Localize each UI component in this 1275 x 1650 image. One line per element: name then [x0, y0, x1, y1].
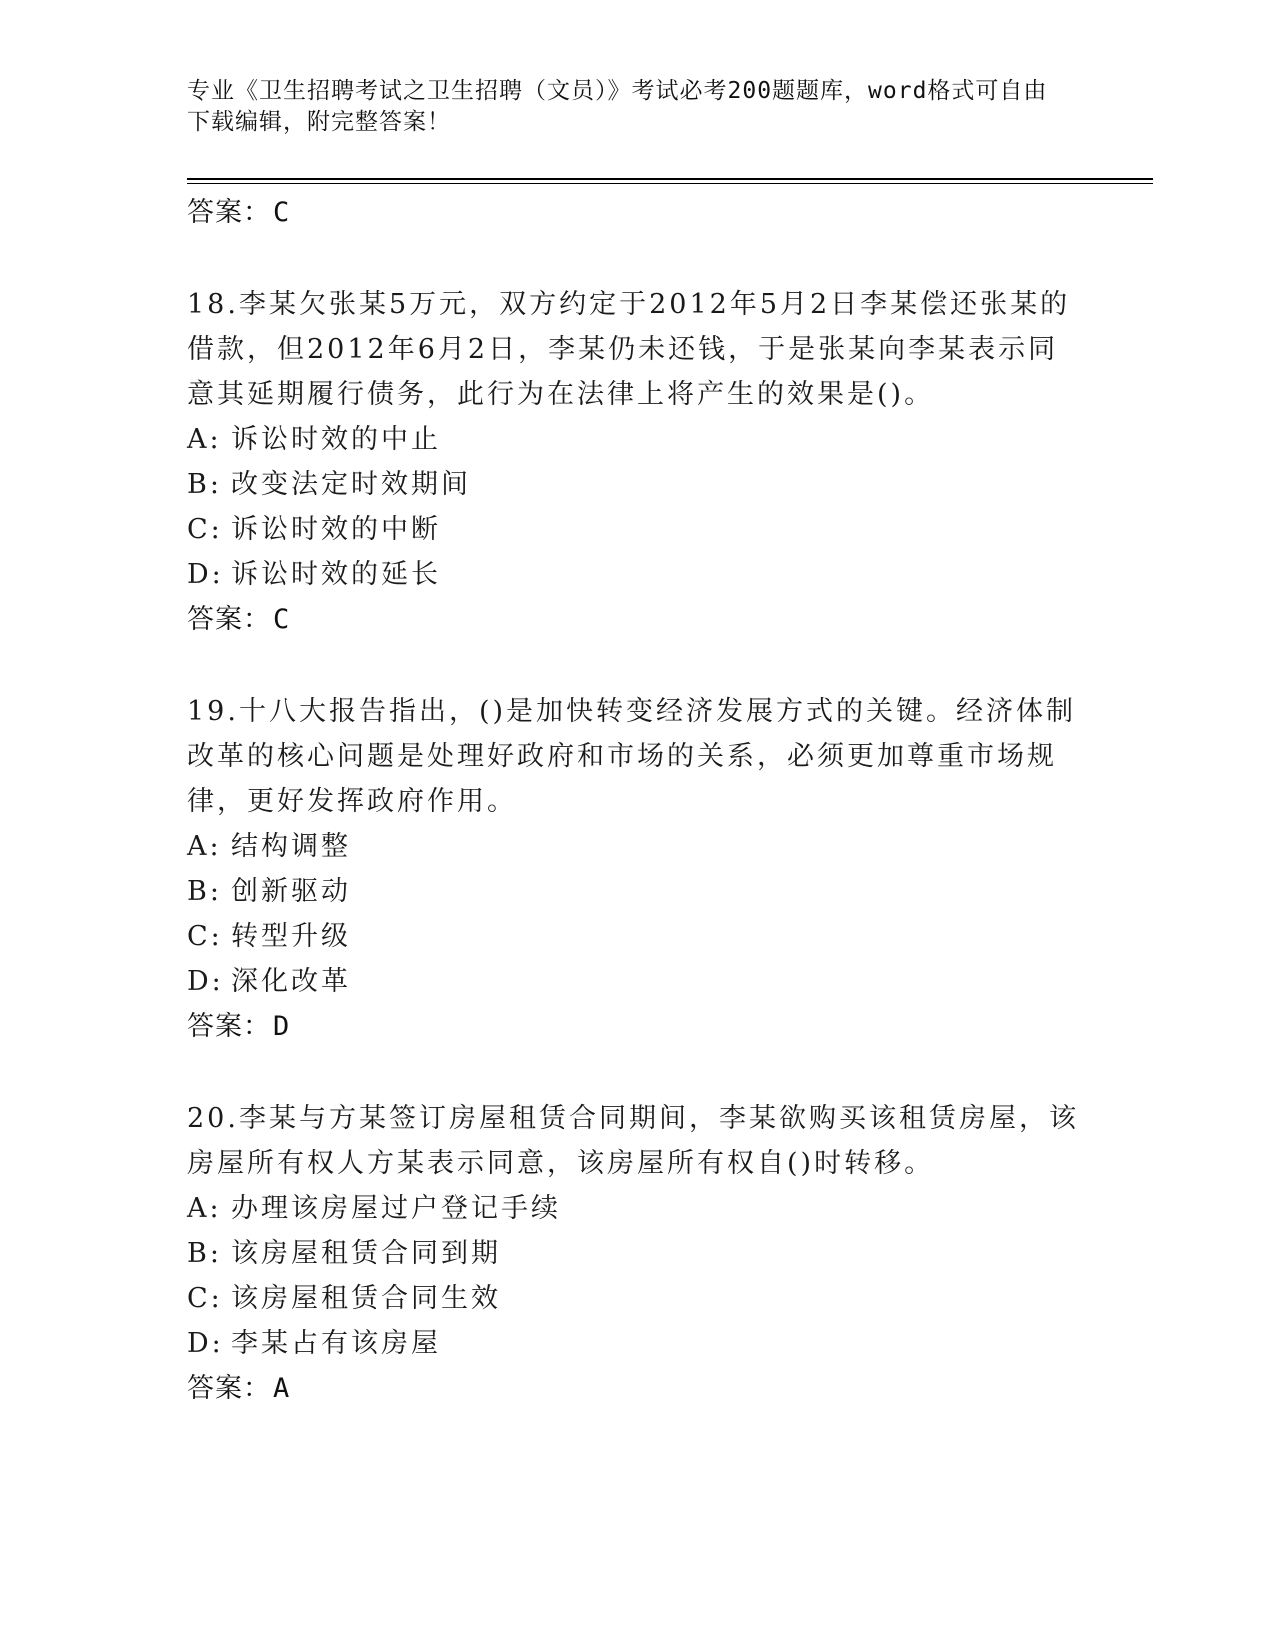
option-text: 深化改革	[231, 966, 351, 997]
option-letter: A:	[187, 1193, 222, 1224]
option-a	[187, 1186, 1087, 1231]
option-a	[187, 824, 1087, 869]
option-text: 李某占有该房屋	[231, 1328, 441, 1359]
option-letter: B:	[187, 876, 222, 907]
page-header-text: 专业《卫生招聘考试之卫生招聘（文员）》考试必考200题题库，word格式可自由下载编辑，附完整答案！	[187, 78, 1048, 135]
option-d	[187, 1321, 1087, 1366]
option-text: 创新驱动	[231, 876, 351, 907]
option-b	[187, 869, 1087, 914]
answer-label: 答案：	[187, 1373, 271, 1404]
spacer	[187, 643, 1087, 689]
option-letter: A:	[187, 424, 222, 455]
option-text: 诉讼时效的延长	[231, 559, 441, 590]
answer-label: 答案：	[187, 1011, 271, 1042]
question-answer	[187, 597, 1087, 643]
header-rule-thin	[187, 183, 1153, 184]
option-b	[187, 1231, 1087, 1276]
option-letter: D:	[187, 966, 224, 997]
option-letter: B:	[187, 469, 222, 500]
option-text: 该房屋租赁合同生效	[231, 1283, 501, 1314]
question-19	[187, 689, 1087, 1050]
answer-value: C	[273, 604, 291, 635]
option-letter: C:	[187, 1283, 223, 1314]
question-stem: 19.十八大报告指出，()是加快转变经济发展方式的关键。经济体制改革的核心问题是处理好政府和市场的关系，必须更加尊重市场规律，更好发挥政府作用。	[187, 696, 1077, 817]
option-letter: C:	[187, 514, 223, 545]
option-text: 诉讼时效的中止	[231, 424, 441, 455]
question-answer	[187, 1004, 1087, 1050]
question-20	[187, 1096, 1087, 1412]
answer-label: 答案：	[187, 197, 271, 228]
previous-answer	[187, 190, 1087, 236]
question-18	[187, 282, 1087, 643]
option-letter: C:	[187, 921, 223, 952]
option-letter: D:	[187, 1328, 224, 1359]
option-b	[187, 462, 1087, 507]
question-stem: 20.李某与方某签订房屋租赁合同期间，李某欲购买该租赁房屋，该房屋所有权人方某表示同意，该房屋所有权自()时转移。	[187, 1103, 1079, 1179]
option-d	[187, 959, 1087, 1004]
option-text: 转型升级	[231, 921, 351, 952]
option-c	[187, 507, 1087, 552]
answer-value: C	[273, 197, 291, 228]
option-text: 办理该房屋过户登记手续	[231, 1193, 561, 1224]
option-c	[187, 914, 1087, 959]
option-c	[187, 1276, 1087, 1321]
spacer	[187, 1050, 1087, 1096]
answer-value: A	[273, 1373, 291, 1404]
answer-label: 答案：	[187, 604, 271, 635]
question-stem: 18.李某欠张某5万元，双方约定于2012年5月2日李某偿还张某的借款，但2012年6月2日，李某仍未还钱，于是张某向李某表示同意其延期履行债务，此行为在法律上将产生的效果是()。	[187, 289, 1071, 410]
question-content	[187, 190, 1087, 1412]
spacer	[187, 236, 1087, 282]
option-a	[187, 417, 1087, 462]
answer-value: D	[273, 1011, 291, 1042]
header-rule-thick	[187, 178, 1153, 180]
option-text: 诉讼时效的中断	[231, 514, 441, 545]
option-letter: B:	[187, 1238, 222, 1269]
option-text: 改变法定时效期间	[231, 469, 471, 500]
question-answer	[187, 1366, 1087, 1412]
option-text: 结构调整	[231, 831, 351, 862]
option-text: 该房屋租赁合同到期	[231, 1238, 501, 1269]
option-d	[187, 552, 1087, 597]
option-letter: D:	[187, 559, 224, 590]
option-letter: A:	[187, 831, 222, 862]
